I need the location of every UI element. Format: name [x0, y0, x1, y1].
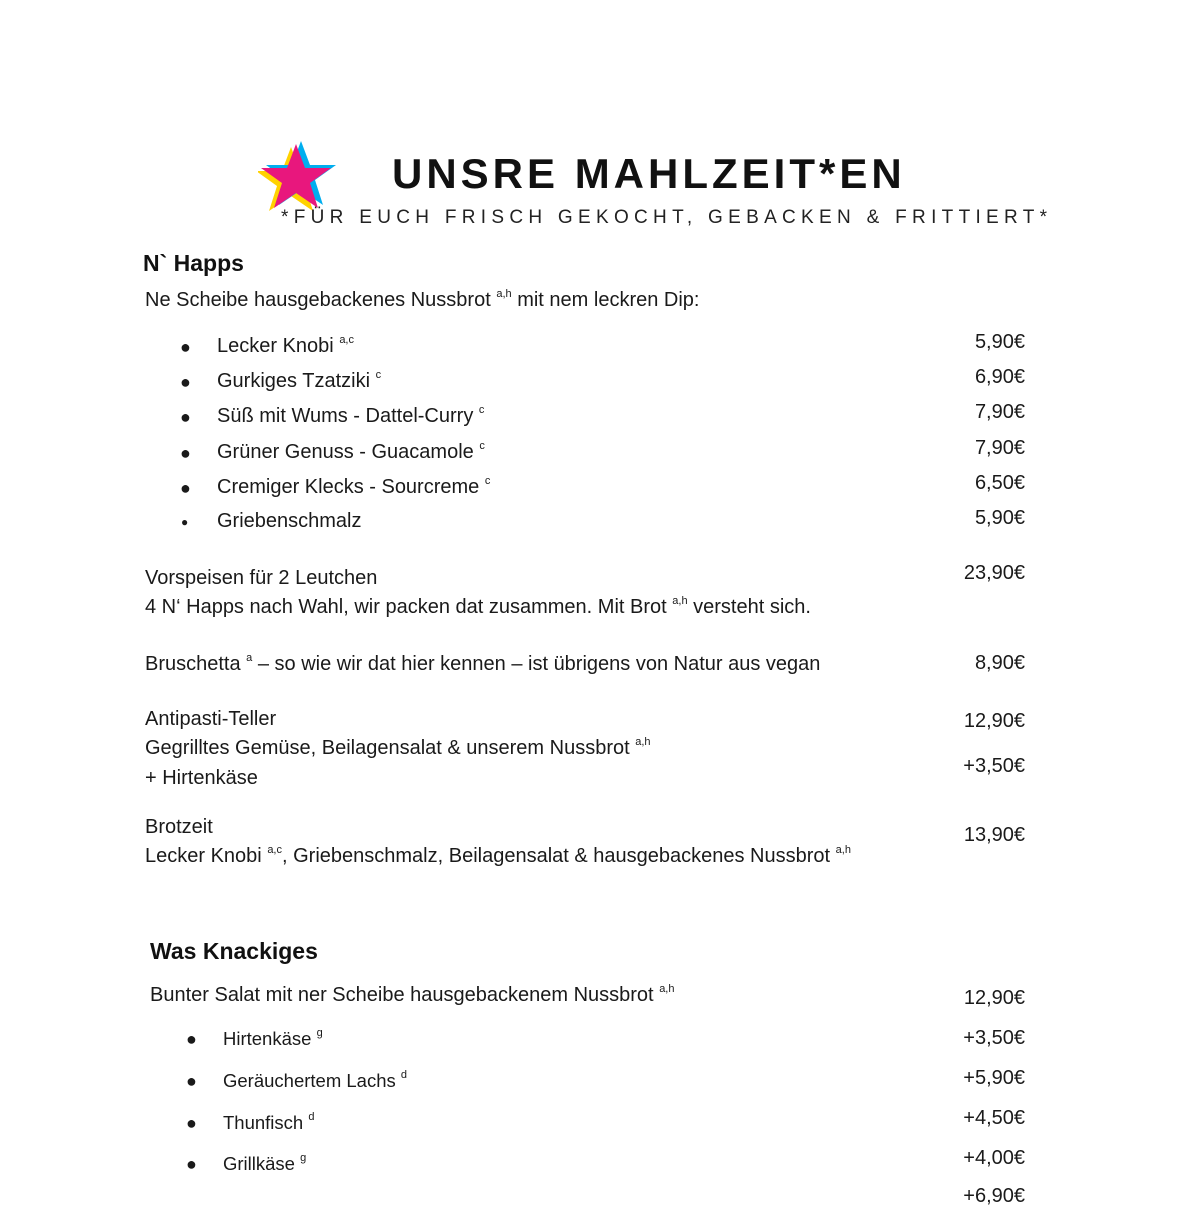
page-subtitle: *FÜR EUCH FRISCH GEKOCHT, GEBACKEN & FRITTIERT*	[281, 207, 1053, 228]
item-price: +4,50€	[963, 1107, 1025, 1129]
vorspeisen-title: Vorspeisen für 2 Leutchen	[145, 567, 378, 589]
bullet-icon: ●	[180, 478, 191, 498]
item-price: +4,00€	[963, 1147, 1025, 1169]
page-title: UNSRE MAHLZEIT*EN	[392, 150, 906, 197]
bullet-icon: ●	[186, 1029, 197, 1049]
bullet-icon: ●	[180, 443, 191, 463]
antipasti-title: Antipasti-Teller	[145, 708, 277, 730]
list-item: Griebenschmalz	[217, 510, 362, 532]
antipasti-extra: + Hirtenkäse	[145, 767, 258, 789]
bullet-icon: ●	[180, 372, 191, 392]
item-price: +5,90€	[963, 1067, 1025, 1089]
brotzeit-title: Brotzeit	[145, 816, 213, 838]
item-price: 7,90€	[974, 401, 1025, 423]
list-item: Hirtenkäse $^g$	[223, 1027, 323, 1049]
list-item: Grillkäse $^g$	[223, 1152, 307, 1174]
salad-price: 12,90€	[963, 987, 1025, 1009]
star-logo-icon	[258, 140, 338, 212]
bruschetta-item: Bruschetta $^a$ – so wie wir dat hier kennen – ist übrigens von Natur aus vegan	[145, 652, 821, 675]
item-price: 5,90€	[974, 507, 1025, 529]
item-price: 5,90€	[974, 331, 1025, 353]
item-price: +3,50€	[963, 1027, 1025, 1049]
section-heading-knackiges: Was Knackiges	[150, 938, 318, 964]
bullet-icon: ●	[181, 515, 189, 529]
bullet-icon: ●	[180, 337, 191, 357]
antipasti-desc: Gegrilltes Gemüse, Beilagensalat & unserem Nussbrot $^{a,h}$	[145, 736, 651, 759]
list-item: Cremiger Klecks - Sourcreme $^c$	[217, 475, 491, 498]
item-price: 7,90€	[974, 437, 1025, 459]
antipasti-extra-price: +3,50€	[963, 755, 1025, 777]
list-item: Thunfisch $^d$	[223, 1111, 315, 1133]
list-item: Grüner Genuss - Guacamole $^c$	[217, 440, 485, 463]
list-item: Gurkiges Tzatziki $^c$	[217, 369, 382, 392]
vorspeisen-price: 23,90€	[963, 562, 1025, 584]
vorspeisen-desc: 4 N‘ Happs nach Wahl, wir packen dat zusammen. Mit Brot $^{a,h}$ versteht sich.	[145, 595, 811, 618]
bullet-icon: ●	[186, 1071, 197, 1091]
bullet-icon: ●	[180, 407, 191, 427]
item-price: +6,90€	[963, 1185, 1025, 1207]
list-item: Süß mit Wums - Dattel-Curry $^c$	[217, 404, 485, 427]
list-item: Lecker Knobi $^{a,c}$	[217, 334, 354, 357]
brotzeit-desc: Lecker Knobi $^{a,c}$, Griebenschmalz, Beilagensalat & hausgebackenes Nussbrot $^{a,h}$	[145, 844, 851, 867]
bullet-icon: ●	[186, 1154, 197, 1174]
item-price: 6,90€	[974, 366, 1025, 388]
bullet-icon: ●	[186, 1113, 197, 1133]
list-item: Geräuchertem Lachs $^d$	[223, 1069, 408, 1091]
item-price: 6,50€	[974, 472, 1025, 494]
brotzeit-price: 13,90€	[963, 824, 1025, 846]
bruschetta-price: 8,90€	[974, 652, 1025, 674]
antipasti-price: 12,90€	[963, 710, 1025, 732]
salad-item: Bunter Salat mit ner Scheibe hausgebackenem Nussbrot $^{a,h}$	[150, 983, 675, 1006]
section-heading-happs: N` Happs	[143, 250, 244, 276]
happs-intro: Ne Scheibe hausgebackenes Nussbrot $^{a,h}$ mit nem leckren Dip:	[145, 288, 700, 311]
